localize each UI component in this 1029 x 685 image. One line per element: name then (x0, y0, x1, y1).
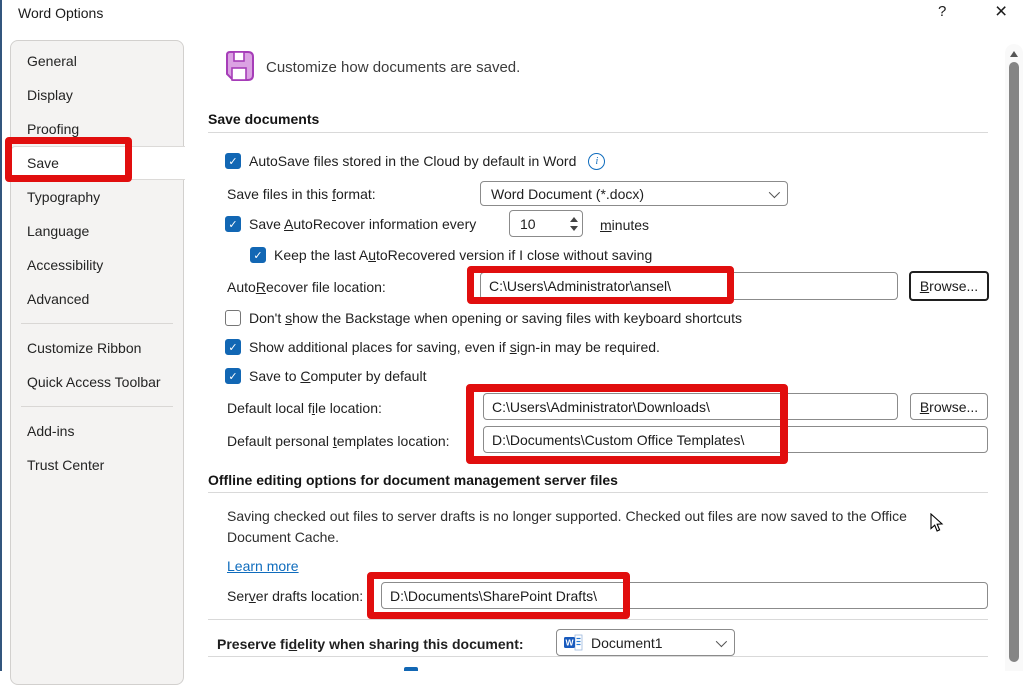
autorecover-minutes-spinner[interactable]: 10 (509, 210, 583, 237)
autorecover-label[interactable]: Save AutoRecover information every (249, 216, 477, 232)
sidebar-item-typography[interactable]: Typography (27, 189, 101, 205)
templates-location-input[interactable] (483, 426, 988, 453)
show-places-checkbox[interactable]: ✓ (225, 339, 241, 355)
sidebar-item-general[interactable]: General (27, 53, 77, 69)
save-to-computer-row (225, 366, 426, 386)
save-to-computer-checkbox[interactable]: ✓ (225, 368, 241, 384)
sidebar-item-display[interactable]: Display (27, 87, 73, 103)
sidebar-item-save[interactable]: Save (11, 146, 185, 180)
learn-more-link[interactable]: Learn more (227, 558, 299, 574)
offline-description: Saving checked out files to server drafts is no longer supported. Checked out files are now saved to the Office Document Cache. (227, 508, 907, 545)
show-places-row (225, 337, 660, 357)
close-button[interactable]: × (995, 0, 1008, 23)
chevron-down-icon (716, 635, 727, 646)
local-location-label: Default local file location: (227, 400, 382, 416)
dialog-title: Word Options (18, 5, 104, 21)
local-location-input[interactable] (483, 393, 898, 420)
dont-show-backstage-label[interactable]: Don't show the Backstage when opening or saving files with keyboard shortcuts (249, 310, 742, 326)
autorecover-browse-button[interactable]: Browse... (909, 271, 989, 301)
word-document-icon (563, 633, 583, 653)
format-dropdown[interactable]: Word Document (*.docx) (480, 181, 788, 206)
spinner-down-icon[interactable] (570, 226, 578, 231)
autorecover-row (225, 214, 476, 234)
autosave-row (225, 151, 605, 171)
autorecover-location-input[interactable] (480, 272, 898, 300)
info-icon[interactable]: i (588, 153, 605, 170)
spinner-up-icon[interactable] (570, 217, 578, 222)
section-title-save-documents: Save documents (208, 111, 320, 127)
scroll-up-icon[interactable] (1010, 51, 1018, 57)
format-label: Save files in this format: (227, 186, 376, 202)
show-places-label[interactable]: Show additional places for saving, even if sign-in may be required. (249, 339, 660, 355)
sidebar-divider (21, 406, 173, 407)
divider (208, 619, 988, 620)
divider (208, 492, 988, 493)
sidebar-item-accessibility[interactable]: Accessibility (27, 257, 104, 273)
sidebar-item-add-ins[interactable]: Add-ins (27, 423, 75, 439)
scrollbar[interactable] (1005, 44, 1023, 671)
section-title-offline: Offline editing options for document management server files (208, 472, 618, 488)
sidebar-item-quick-access-toolbar[interactable]: Quick Access Toolbar (27, 374, 161, 390)
divider (208, 656, 988, 657)
dont-show-backstage-row (225, 308, 742, 328)
sidebar-divider (21, 323, 173, 324)
save-to-computer-label[interactable]: Save to Computer by default (249, 368, 427, 384)
partial-checkbox[interactable] (404, 667, 418, 671)
autorecover-location-label: AutoRecover file location: (227, 279, 386, 295)
fidelity-document-dropdown[interactable]: W Document1 (556, 629, 735, 656)
window-left-border (0, 0, 2, 671)
sidebar-nav (10, 40, 184, 685)
autosave-label[interactable]: AutoSave files stored in the Cloud by default in Word (249, 153, 577, 169)
templates-location-label: Default personal templates location: (227, 433, 450, 449)
keep-last-label[interactable]: Keep the last AutoRecovered version if I close without saving (274, 247, 653, 263)
sidebar-item-customize-ribbon[interactable]: Customize Ribbon (27, 340, 142, 356)
server-drafts-label: Server drafts location: (227, 588, 364, 604)
keep-last-checkbox[interactable]: ✓ (250, 247, 266, 263)
divider (208, 132, 988, 133)
chevron-down-icon (769, 186, 780, 197)
keep-last-row (250, 245, 652, 265)
sidebar-item-trust-center[interactable]: Trust Center (27, 457, 105, 473)
server-drafts-input[interactable] (381, 582, 988, 609)
sidebar-item-advanced[interactable]: Advanced (27, 291, 90, 307)
sidebar-item-language[interactable]: Language (27, 223, 90, 239)
local-browse-button[interactable]: Browse... (910, 393, 988, 420)
sidebar-item-proofing[interactable]: Proofing (27, 121, 80, 137)
preserve-fidelity-label: Preserve fidelity when sharing this document: (217, 636, 524, 652)
save-floppy-icon (221, 48, 257, 87)
autosave-checkbox[interactable]: ✓ (225, 153, 241, 169)
page-description: Customize how documents are saved. (266, 59, 521, 76)
dont-show-backstage-checkbox[interactable] (225, 310, 241, 326)
svg-text:W: W (565, 637, 574, 648)
scrollbar-thumb[interactable] (1009, 62, 1019, 662)
autorecover-checkbox[interactable]: ✓ (225, 216, 241, 232)
minutes-label: minutes (600, 217, 650, 233)
help-button[interactable]: ? (938, 3, 947, 20)
